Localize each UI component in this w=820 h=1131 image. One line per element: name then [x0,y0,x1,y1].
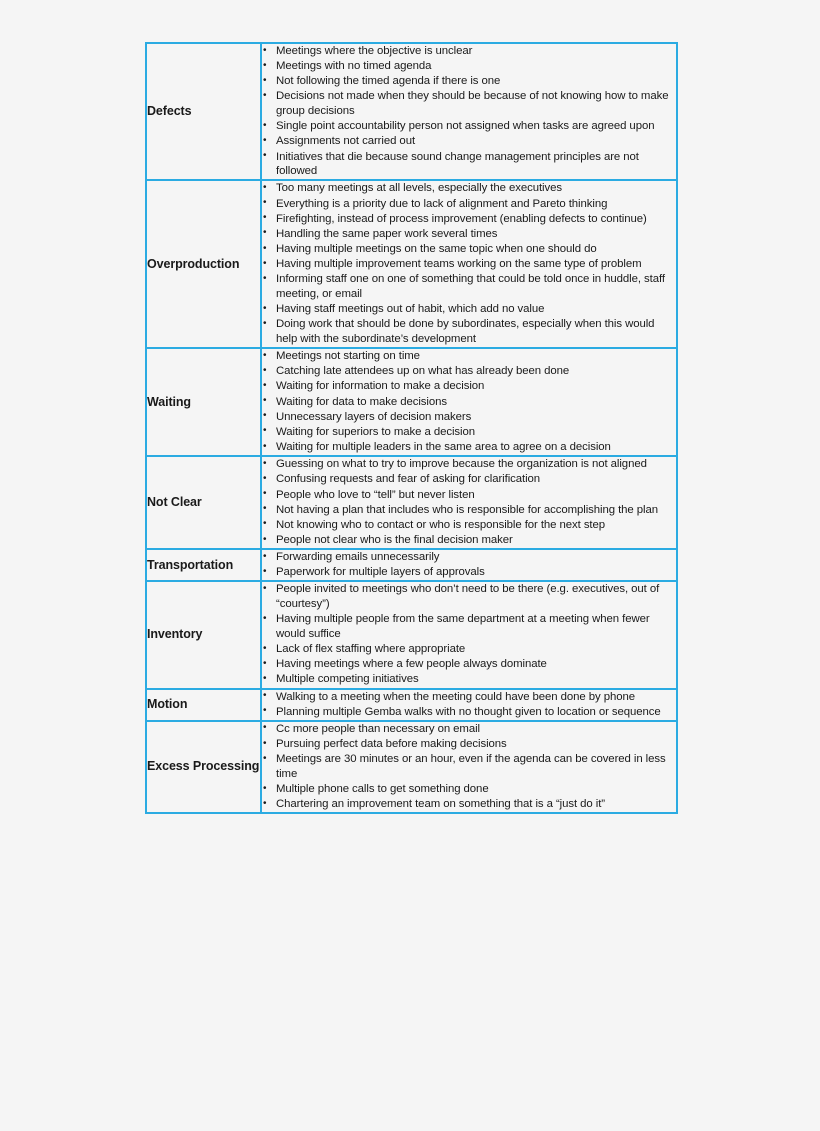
list-item: • Single point accountability person not assigned when tasks are agreed upon [262,119,676,134]
waste-category-label: Excess Processing [146,721,261,813]
list-item: • Meetings are 30 minutes or an hour, even if the agenda can be covered in less time [262,752,676,781]
table-row [146,456,677,549]
list-item: • Handling the same paper work several times [262,227,676,242]
list-item: • Unnecessary layers of decision makers [262,410,676,425]
waste-category-label: Inventory [146,581,261,688]
list-item: • Informing staff one on one of something that could be told once in huddle, staff meeting, or email [262,272,676,301]
table-row [146,43,677,180]
list-item: • Having multiple people from the same department at a meeting when fewer would suffice [262,612,676,641]
waste-examples-cell [261,348,677,456]
waste-example-list [262,457,676,547]
waste-examples-cell [261,456,677,549]
waste-examples-cell [261,43,677,180]
list-item: • Waiting for information to make a decision [262,379,676,394]
waste-example-list [262,349,676,455]
list-item: • People invited to meetings who don’t need to be there (e.g. executives, out of “courtesy”) [262,582,676,611]
list-item: • Pursuing perfect data before making decisions [262,737,676,752]
list-item: • Waiting for superiors to make a decision [262,425,676,440]
waste-category-label: Overproduction [146,180,261,348]
list-item: • Meetings where the objective is unclear [262,44,676,59]
list-item: • Too many meetings at all levels, especially the executives [262,181,676,196]
waste-category-label: Motion [146,689,261,721]
waste-example-list [262,550,676,580]
list-item: • Meetings not starting on time [262,349,676,364]
table-row [146,180,677,348]
list-item: • Not having a plan that includes who is responsible for accomplishing the plan [262,503,676,518]
list-item: • Multiple phone calls to get something done [262,782,676,797]
list-item: • Walking to a meeting when the meeting could have been done by phone [262,690,676,705]
waste-examples-cell [261,549,677,581]
table-row [146,348,677,456]
waste-examples-cell [261,721,677,813]
waste-examples-cell [261,180,677,348]
list-item: • Confusing requests and fear of asking for clarification [262,472,676,487]
list-item: • Multiple competing initiatives [262,672,676,687]
list-item: • Guessing on what to try to improve because the organization is not aligned [262,457,676,472]
list-item: • Chartering an improvement team on something that is a “just do it” [262,797,676,812]
list-item: • Assignments not carried out [262,134,676,149]
list-item: • Doing work that should be done by subordinates, especially when this would help with the subordinate’s development [262,317,676,346]
list-item: • Not knowing who to contact or who is responsible for the next step [262,518,676,533]
waste-category-label: Waiting [146,348,261,456]
table-row [146,581,677,688]
table-body [146,43,677,813]
waste-example-list [262,722,676,812]
waste-categories-table [145,42,678,814]
list-item: • Having staff meetings out of habit, which add no value [262,302,676,317]
list-item: • Forwarding emails unnecessarily [262,550,676,565]
list-item: • Lack of flex staffing where appropriate [262,642,676,657]
waste-examples-cell [261,581,677,688]
list-item: • Paperwork for multiple layers of approvals [262,565,676,580]
waste-example-list [262,690,676,720]
list-item: • Catching late attendees up on what has already been done [262,364,676,379]
waste-category-label: Not Clear [146,456,261,549]
list-item: • Not following the timed agenda if there is one [262,74,676,89]
list-item: • People not clear who is the final decision maker [262,533,676,548]
list-item: • Having multiple improvement teams working on the same type of problem [262,257,676,272]
list-item: • Having meetings where a few people always dominate [262,657,676,672]
list-item: • Decisions not made when they should be because of not knowing how to make group decisions [262,89,676,118]
list-item: • Having multiple meetings on the same topic when one should do [262,242,676,257]
table-row [146,689,677,721]
list-item: • Planning multiple Gemba walks with no thought given to location or sequence [262,705,676,720]
list-item: • Meetings with no timed agenda [262,59,676,74]
waste-example-list [262,181,676,346]
waste-example-list [262,582,676,687]
list-item: • Cc more people than necessary on email [262,722,676,737]
list-item: • People who love to “tell” but never listen [262,488,676,503]
list-item: • Initiatives that die because sound change management principles are not followed [262,150,676,179]
list-item: • Waiting for data to make decisions [262,395,676,410]
table-row [146,549,677,581]
waste-examples-cell [261,689,677,721]
list-item: • Waiting for multiple leaders in the same area to agree on a decision [262,440,676,455]
waste-category-label: Transportation [146,549,261,581]
list-item: • Firefighting, instead of process improvement (enabling defects to continue) [262,212,676,227]
waste-example-list [262,44,676,179]
waste-category-label: Defects [146,43,261,180]
list-item: • Everything is a priority due to lack of alignment and Pareto thinking [262,197,676,212]
table-row [146,721,677,813]
